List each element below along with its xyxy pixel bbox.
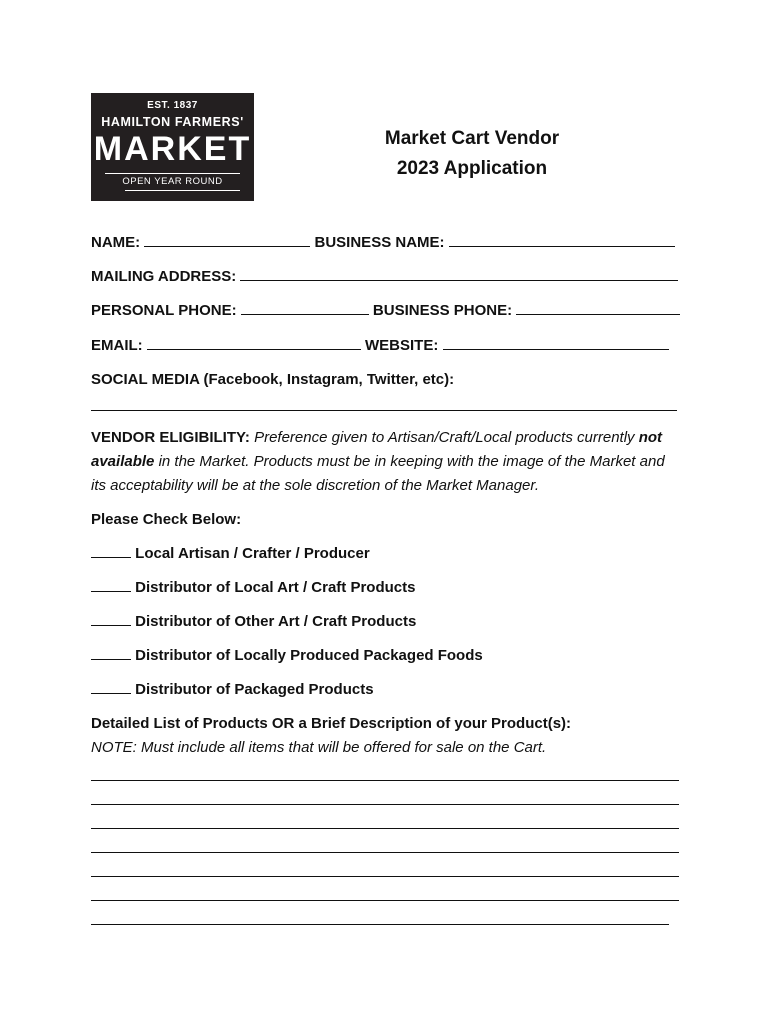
social-media-label: SOCIAL MEDIA (Facebook, Instagram, Twitter, etc): [91, 371, 455, 388]
market-logo [91, 93, 254, 201]
business-name-label: BUSINESS NAME: [314, 234, 445, 251]
option-label: Distributor of Packaged Products [135, 681, 374, 698]
mailing-address-field[interactable] [240, 267, 678, 281]
business-name-field[interactable] [449, 233, 675, 247]
checkbox-blank[interactable] [91, 544, 131, 558]
product-description-line[interactable] [91, 804, 679, 805]
row-phones [91, 301, 680, 321]
product-description-line[interactable] [91, 780, 679, 781]
check-heading: Please Check Below: [91, 511, 242, 528]
row-mailing-address [91, 267, 678, 287]
logo-name-top: HAMILTON FARMERS' [101, 115, 244, 129]
mailing-address-label: MAILING ADDRESS: [91, 268, 237, 285]
business-phone-label: BUSINESS PHONE: [372, 302, 513, 319]
check-option-local-foods [91, 646, 483, 666]
social-media-field[interactable] [91, 410, 677, 411]
logo-divider-bottom [125, 190, 240, 191]
row-name [91, 233, 675, 253]
check-option-local-artisan [91, 544, 370, 564]
vendor-eligibility [91, 426, 681, 498]
business-phone-field[interactable] [516, 301, 680, 315]
eligibility-text-2: in the Market. Products must be in keeping with the image of the Market and its acceptability will be at the sole discretion of the Market Manager. [91, 453, 665, 494]
personal-phone-field[interactable] [241, 301, 369, 315]
personal-phone-label: PERSONAL PHONE: [91, 302, 237, 319]
form-title-line2: 2023 Application [396, 158, 548, 179]
option-label: Distributor of Local Art / Craft Products [135, 579, 416, 596]
option-label: Distributor of Other Art / Craft Products [135, 613, 417, 630]
form-title-line1: Market Cart Vendor [384, 128, 560, 149]
products-heading: Detailed List of Products OR a Brief Description of your Product(s): [91, 715, 572, 732]
logo-tagline: OPEN YEAR ROUND [122, 176, 223, 187]
check-option-other-distributor [91, 612, 416, 632]
check-option-packaged [91, 680, 374, 700]
website-field[interactable] [443, 336, 669, 350]
eligibility-label: VENDOR ELIGIBILITY: [91, 429, 250, 446]
row-email-website [91, 336, 669, 356]
logo-est: EST. 1837 [147, 100, 198, 111]
checkbox-blank[interactable] [91, 578, 131, 592]
email-label: EMAIL: [91, 337, 143, 354]
product-description-line[interactable] [91, 828, 679, 829]
option-label: Distributor of Locally Produced Packaged Foods [135, 647, 483, 664]
product-description-line[interactable] [91, 876, 679, 877]
logo-divider [105, 173, 240, 174]
name-label: NAME: [91, 234, 141, 251]
product-description-line[interactable] [91, 852, 679, 853]
website-label: WEBSITE: [365, 337, 439, 354]
products-note: NOTE: Must include all items that will be offered for sale on the Cart. [91, 739, 547, 756]
logo-name-main: MARKET [93, 130, 252, 168]
option-label: Local Artisan / Crafter / Producer [135, 545, 370, 562]
checkbox-blank[interactable] [91, 680, 131, 694]
product-description-line[interactable] [91, 900, 679, 901]
checkbox-blank[interactable] [91, 612, 131, 626]
eligibility-text-1: Preference given to Artisan/Craft/Local products currently [254, 429, 635, 446]
name-field[interactable] [144, 233, 310, 247]
checkbox-blank[interactable] [91, 646, 131, 660]
product-description-line[interactable] [91, 924, 669, 925]
check-option-local-distributor [91, 578, 415, 598]
email-field[interactable] [147, 336, 361, 350]
eligibility-emphasis: not available [91, 429, 663, 470]
